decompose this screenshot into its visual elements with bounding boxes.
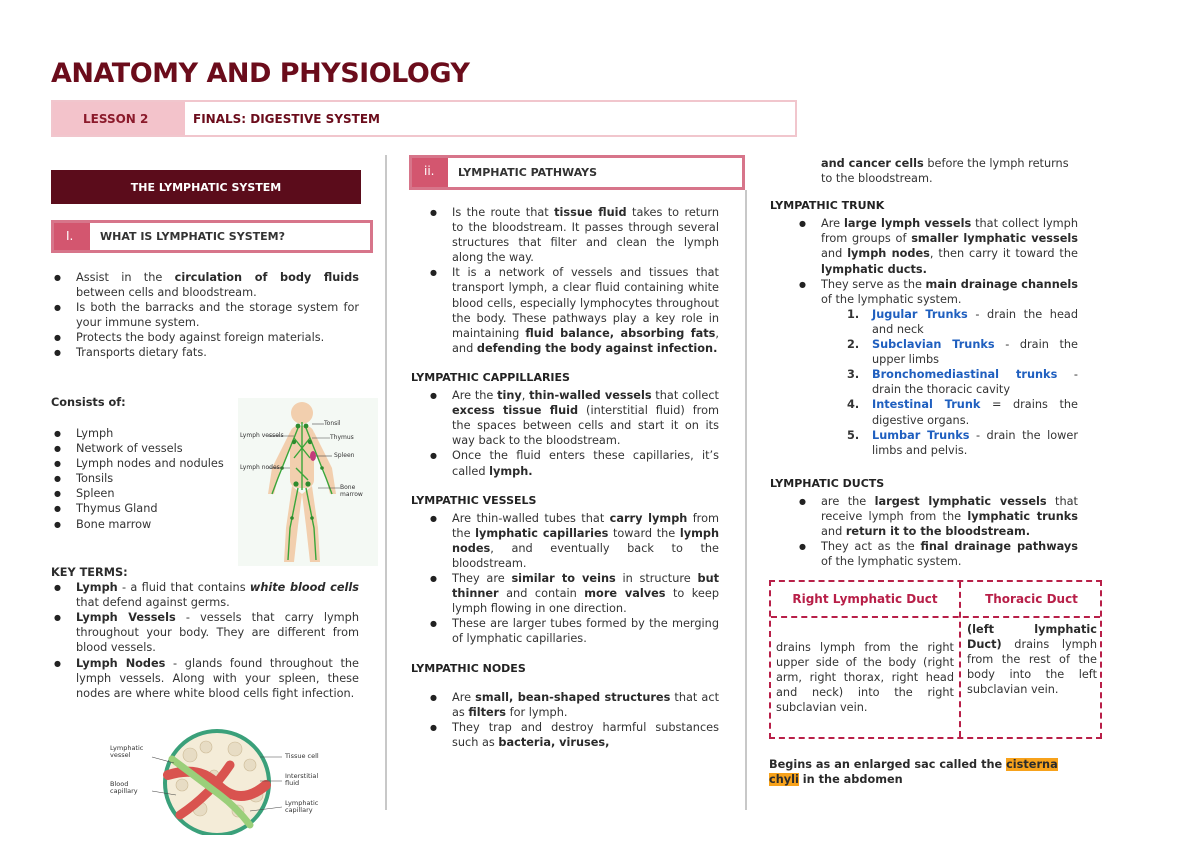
- trunks-list: [770, 307, 1078, 458]
- list-item: ● They are similar to veins in structure but thinner and contain more valves to keep lymph flowing in one direction.: [427, 571, 719, 616]
- list-item: ● Are large lymph vessels that collect lymph from groups of smaller lymphatic vessels and lymph nodes, then carry it toward the lymphatic ducts.: [796, 216, 1078, 276]
- table-cell: drains lymph from the right upper side of the body (right arm, right thorax, right head and neck) into the right subclavian vein.: [776, 641, 954, 715]
- list-item: ● Are small, bean-shaped structures that act as filters for lymph.: [427, 690, 719, 720]
- page-title: ANATOMY AND PHYSIOLOGY: [51, 58, 470, 89]
- section-header: [51, 220, 373, 253]
- column-2: [411, 205, 719, 750]
- figure-label: Interstitial fluid: [285, 772, 319, 787]
- list-item: ● Lymph: [51, 426, 231, 441]
- cisterna-note: Begins as an enlarged sac called the cisterna chyli in the abdomen: [769, 758, 1058, 787]
- figure-label: Tonsil: [324, 420, 341, 427]
- key-terms: [51, 565, 359, 701]
- section-banner: THE LYMPHATIC SYSTEM: [51, 170, 361, 204]
- figure-label: Lymphatic vessel: [110, 744, 144, 759]
- highlighted-term: cisterna chyli: [769, 758, 1058, 787]
- list-item: 4. Intestinal Trunk = drains the digestive organs.: [847, 398, 1078, 427]
- list-item: ● They serve as the main drainage channels of the lymphatic system.: [796, 277, 1078, 307]
- lesson-topic: FINALS: DIGESTIVE SYSTEM: [193, 112, 380, 126]
- list-item: 1. Jugular Trunks - drain the head and neck: [847, 307, 1078, 336]
- figure-label: Thymus: [330, 434, 354, 441]
- subheading: LYMPATHIC CAPPILLARIES: [411, 370, 570, 384]
- duct-comparison-table: [769, 580, 1102, 739]
- list-item: 5. Lumbar Trunks - drain the lower limbs and pelvis.: [847, 428, 1078, 457]
- lesson-label: LESSON 2: [53, 102, 185, 135]
- table-cell: (left lymphatic Duct) drains lymph from the rest of the body into the left subclavian vein.: [967, 623, 1097, 697]
- figure-label: Lymphatic capillary: [285, 799, 319, 814]
- section-label: LYMPHATIC PATHWAYS: [458, 166, 598, 179]
- figure-label: Lymph nodes: [240, 464, 280, 471]
- list-item: ● Lymph - a fluid that contains white blood cells that defend against germs.: [51, 580, 359, 610]
- list-item: ● Lymph nodes and nodules: [51, 456, 231, 471]
- figure-label: Lymph vessels: [240, 432, 284, 439]
- list-item: ● Lymph Vessels - vessels that carry lymph throughout your body. They are different from blood vessels.: [51, 610, 359, 655]
- table-header: Right Lymphatic Duct: [792, 592, 938, 606]
- figure-label: Tissue cell: [285, 752, 319, 760]
- list-item: ● Transports dietary fats.: [51, 345, 359, 360]
- list-item: ● They trap and destroy harmful substances such as bacteria, viruses,: [427, 720, 719, 750]
- list-item: ● It is a network of vessels and tissues that transport lymph, a clear fluid containing white blood cells, especially lymphocytes throughout the body. These pathways play a key role in maintaining fluid balance, absorbing fats, and defending the body against infection.: [427, 265, 719, 356]
- consists-heading: Consists of:: [51, 396, 126, 409]
- list-item: 3. Bronchomediastinal trunks - drain the thoracic cavity: [847, 368, 1078, 397]
- column-3: [770, 156, 1078, 569]
- column-divider: [385, 155, 387, 810]
- subheading: LYMPATHIC TRUNK: [770, 199, 885, 213]
- list-item: ● Is both the barracks and the storage system for your immune system.: [51, 300, 359, 330]
- table-divider: [771, 616, 1100, 618]
- intro-list: [51, 270, 359, 361]
- list-item: 2. Subclavian Trunks - drain the upper limbs: [847, 338, 1078, 367]
- list-item: ● Are the tiny, thin-walled vessels that collect excess tissue fluid (interstitial fluid) from the spaces between cells and start it on its way back to the bloodstream.: [427, 388, 719, 448]
- figure-label: Blood capillary: [110, 780, 138, 795]
- section-label: WHAT IS LYMPHATIC SYSTEM?: [100, 230, 285, 243]
- lesson-bar: [51, 100, 797, 137]
- subheading: LYMPHATIC DUCTS: [770, 476, 885, 490]
- list-item: ● Spleen: [51, 486, 231, 501]
- key-terms-heading: KEY TERMS:: [51, 566, 128, 579]
- list-item: ● Bone marrow: [51, 517, 231, 532]
- list-item: ● Network of vessels: [51, 441, 231, 456]
- subheading: LYMPATHIC NODES: [411, 661, 526, 675]
- consists-list: [51, 426, 231, 532]
- list-item: ● Tonsils: [51, 471, 231, 486]
- column-divider: [745, 190, 747, 810]
- list-item: ● These are larger tubes formed by the merging of lymphatic capillaries.: [427, 616, 719, 646]
- list-item: ● Assist in the circulation of body fluids between cells and bloodstream.: [51, 270, 359, 300]
- list-item: ● Are thin-walled tubes that carry lymph from the lymphatic capillaries toward the lymph nodes, and eventually back to the bloodstream.: [427, 511, 719, 571]
- subheading: LYMPATHIC VESSELS: [411, 493, 537, 507]
- list-item: ● Protects the body against foreign materials.: [51, 330, 359, 345]
- list-item: ● Lymph Nodes - glands found throughout the lymph vessels. Along with your spleen, these nodes are where white blood cells fight infection.: [51, 656, 359, 701]
- list-item: ● are the largest lymphatic vessels that receive lymph from the lymphatic trunks and return it to the bloodstream.: [796, 494, 1078, 539]
- table-divider: [959, 582, 961, 737]
- section-header: [409, 155, 745, 190]
- section-number: ii.: [412, 158, 448, 187]
- list-item: ● Once the fluid enters these capillaries, it’s called lymph.: [427, 448, 719, 478]
- lymphatic-system-figure: [238, 398, 378, 566]
- list-item: ● Is the route that tissue fluid takes to return to the bloodstream. It passes through several structures that filter and clean the lymph along the way.: [427, 205, 719, 265]
- table-header: Thoracic Duct: [985, 592, 1078, 606]
- lymphatic-capillary-figure: [110, 725, 335, 835]
- list-item: ● They act as the final drainage pathways of the lymphatic system.: [796, 539, 1078, 569]
- pathways-list: [411, 205, 719, 356]
- figure-label: Bone marrow: [340, 484, 363, 498]
- list-item: ● Thymus Gland: [51, 501, 231, 516]
- section-number: I.: [54, 223, 90, 250]
- column-1: [51, 270, 359, 361]
- figure-label: Spleen: [334, 452, 355, 459]
- continued-text: and cancer cells before the lymph returns to the bloodstream.: [821, 157, 1069, 186]
